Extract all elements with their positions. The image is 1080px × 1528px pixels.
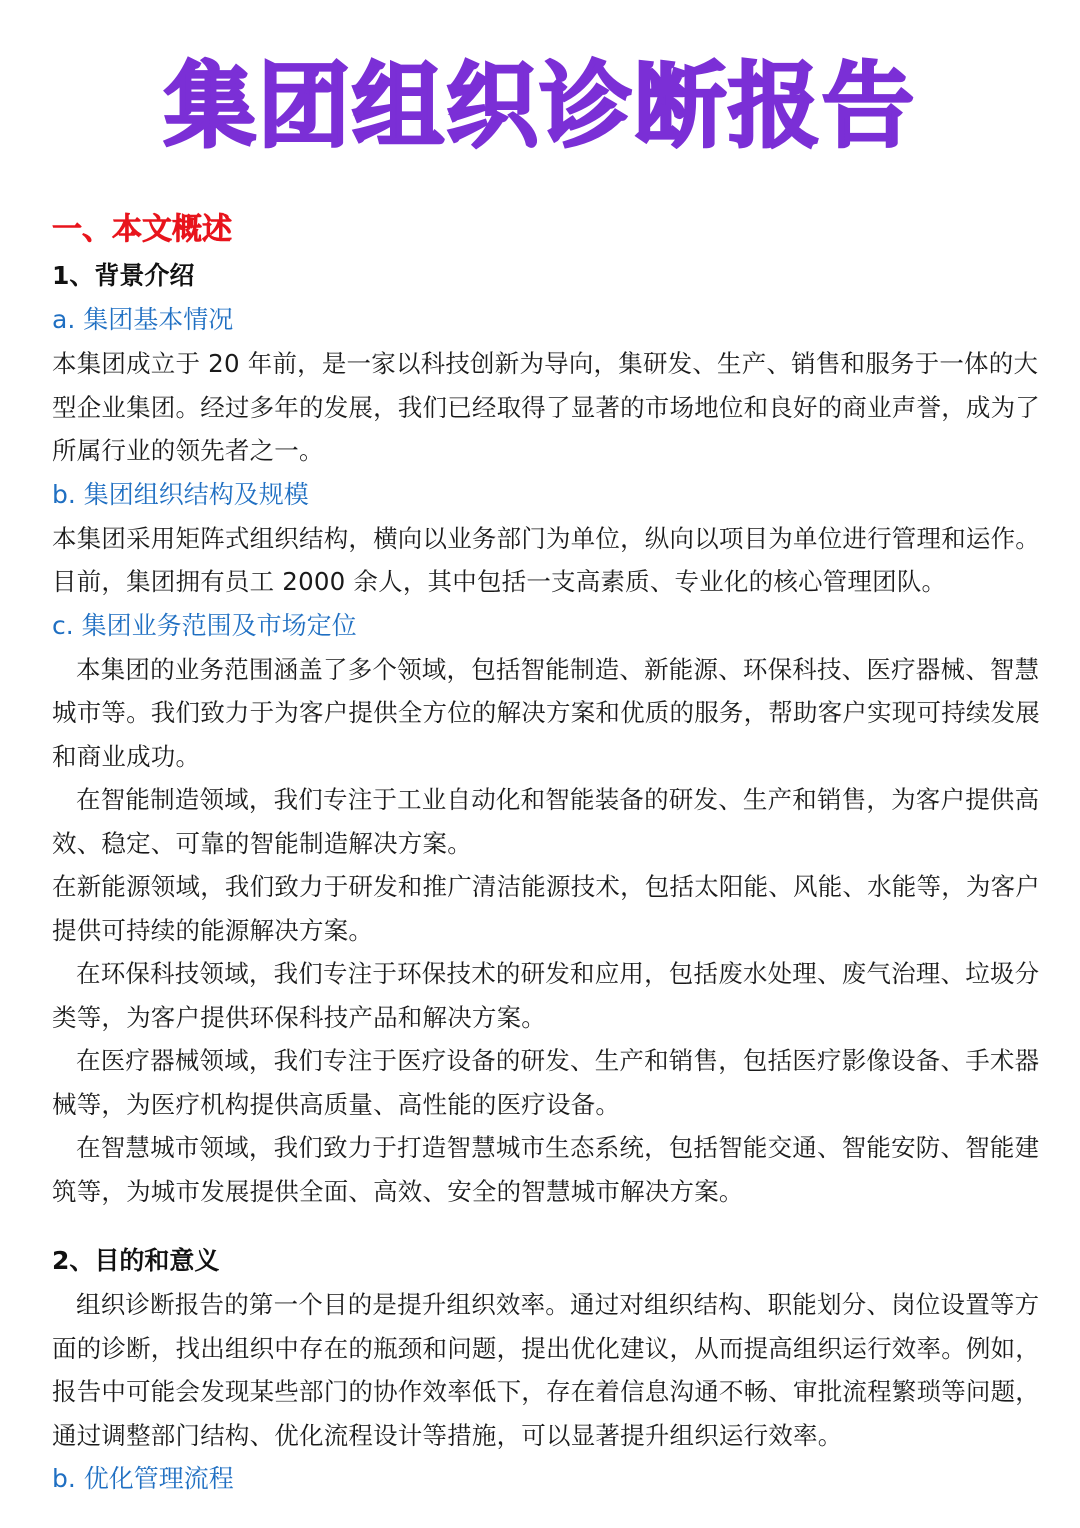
paragraph-environmental: 在环保科技领域，我们专注于环保技术的研发和应用，包括废水处理、废气治理、垃圾分类等，为客户提供环保科技产品和解决方案。 — [52, 959, 1040, 1032]
paragraph-business-scope: 本集团的业务范围涵盖了多个领域，包括智能制造、新能源、环保科技、医疗器械、智慧城市等。我们致力于为客户提供全方位的解决方案和优质的服务，帮助客户实现可持续发展和商业成功。 — [52, 654, 1040, 771]
paragraph-structure: 本集团采用矩阵式组织结构，横向以业务部门为单位，纵向以项目为单位进行管理和运作。目前，集团拥有员工 2000 余人，其中包括一支高素质、专业化的核心管理团队。 — [52, 523, 1040, 596]
item-heading-structure: b. 集团组织结构及规模 — [52, 479, 309, 509]
paragraph-smart-manufacturing: 在智能制造领域，我们专注于工业自动化和智能装备的研发、生产和销售，为客户提供高效、稳定、可靠的智能制造解决方案。 — [52, 785, 1040, 858]
paragraph-new-energy: 在新能源领域，我们致力于研发和推广清洁能源技术，包括太阳能、风能、水能等，为客户提供可持续的能源解决方案。 — [52, 872, 1040, 945]
item-heading-basic-info: a. 集团基本情况 — [52, 305, 234, 334]
item-heading-business-scope: c. 集团业务范围及市场定位 — [52, 610, 357, 640]
section-spacer — [52, 1213, 1042, 1239]
paragraph-medical: 在医疗器械领域，我们专注于医疗设备的研发、生产和销售，包括医疗影像设备、手术器械等，为医疗机构提供高质量、高性能的医疗设备。 — [52, 1046, 1040, 1119]
subsection-heading-background: 1、背景介绍 — [52, 261, 195, 290]
document-body — [52, 206, 1042, 1501]
report-title: 集团组织诊断报告 — [163, 53, 916, 160]
paragraph-purpose: 组织诊断报告的第一个目的是提升组织效率。通过对组织结构、职能划分、岗位设置等方面的诊断，找出组织中存在的瓶颈和问题，提出优化建议，从而提高组织运行效率。例如，报告中可能会发现某些部门的协作效率低下，存在着信息沟通不畅、审批流程繁琐等问题，通过调整部门结构、优化流程设计等措施，可以显著提升组织运行效率。 — [52, 1290, 1040, 1450]
subsection-heading-purpose: 2、目的和意义 — [52, 1246, 220, 1275]
paragraph-basic-info: 本集团成立于 20 年前，是一家以科技创新为导向，集研发、生产、销售和服务于一体的大型企业集团。经过多年的发展，我们已经取得了显著的市场地位和良好的商业声誉，成为了所属行业的领先者之一。 — [52, 349, 1040, 465]
paragraph-smart-city: 在智慧城市领域，我们致力于打造智慧城市生态系统，包括智能交通、智能安防、智能建筑等，为城市发展提供全面、高效、安全的智慧城市解决方案。 — [52, 1133, 1040, 1206]
item-heading-optimize-process: b. 优化管理流程 — [52, 1464, 234, 1493]
section-heading-overview: 一、本文概述 — [52, 212, 232, 247]
